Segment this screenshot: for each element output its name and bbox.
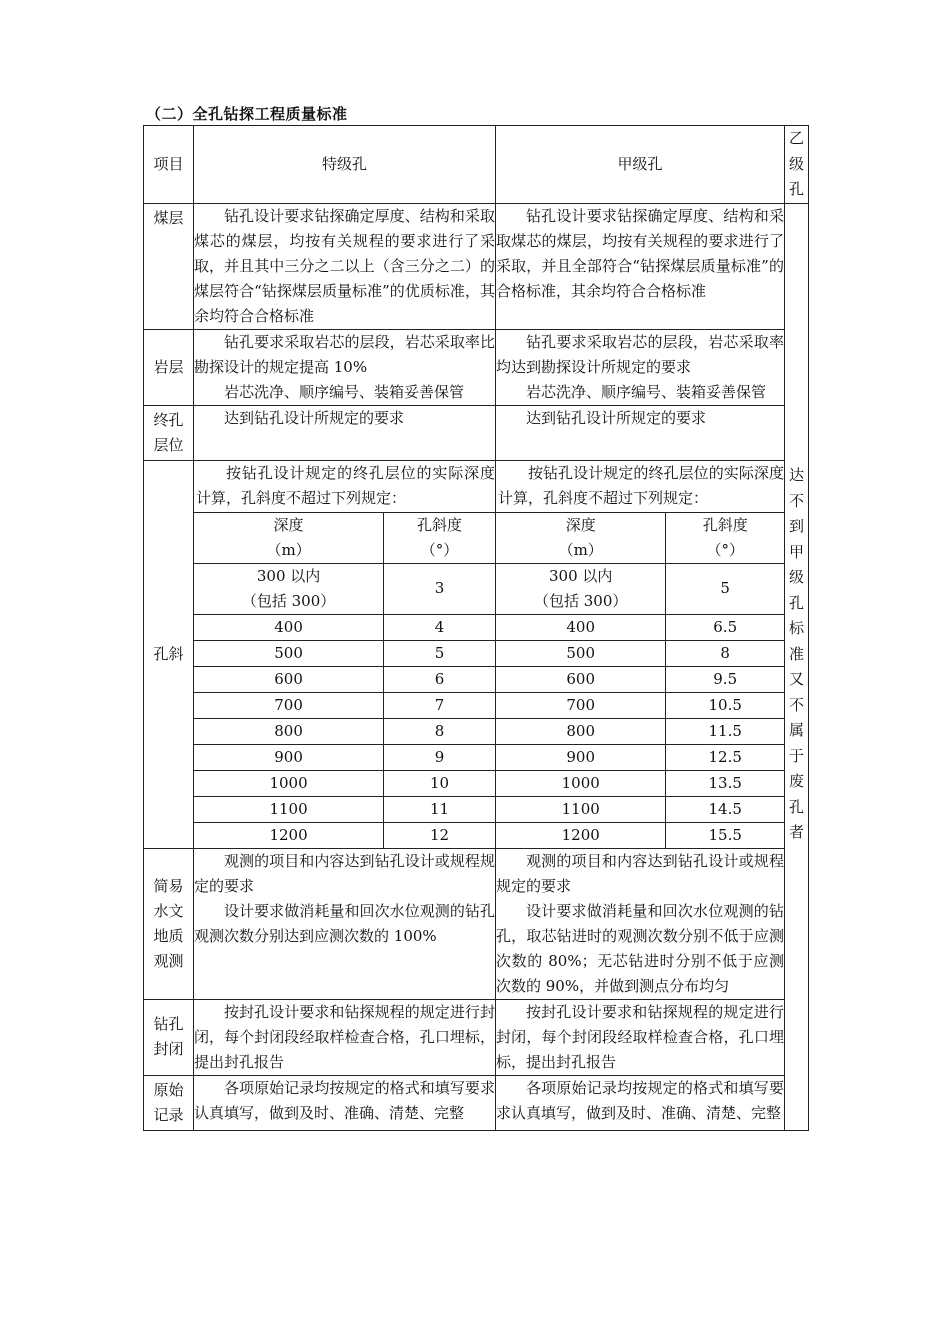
- angle-cell: 6.5: [666, 614, 784, 640]
- angle-cell: 5: [384, 640, 495, 666]
- rock-special-p1: 钻孔要求采取岩芯的层段，岩芯采取率比勘探设计的规定提高 10%: [194, 332, 495, 376]
- end-special: [194, 405, 496, 460]
- rock-grade-a: [496, 329, 785, 405]
- table-row: [496, 614, 784, 640]
- col-angle-header-line: （°）: [420, 540, 459, 559]
- record-special-text: 各项原始记录均按规定的格式和填写要求认真填写，做到及时、准确、清楚、完整: [194, 1078, 495, 1122]
- label-rock: 岩层: [144, 329, 194, 405]
- depth-cell: 600: [194, 666, 384, 692]
- coal-special-text: 钻孔设计要求钻探确定厚度、结构和采取煤芯的煤层，均按有关规程的要求进行了采取，并且其中三分之二以上（含三分之二）的煤层符合“钻探煤层质量标准”的优质标准，其余均符合合格标准: [194, 206, 495, 325]
- depth-cell-line: 300 以内: [256, 566, 321, 585]
- angle-cell: 6: [384, 666, 495, 692]
- table-row: [194, 796, 495, 822]
- angle-cell: 11.5: [666, 718, 784, 744]
- table-row: [194, 640, 495, 666]
- seal-special: [194, 999, 496, 1075]
- label-hydro-line: 水文: [153, 901, 184, 920]
- end-special-text: 达到钻孔设计所规定的要求: [224, 408, 405, 427]
- label-seal-line: 钻孔: [153, 1015, 184, 1033]
- table-row: [496, 744, 784, 770]
- depth-cell: 900: [194, 744, 384, 770]
- depth-cell: 400: [194, 614, 384, 640]
- hydro-grade-a: [496, 848, 785, 999]
- record-grade-a-text: 各项原始记录均按规定的格式和填写要求认真填写，做到及时、准确、清楚、完整: [496, 1078, 784, 1122]
- label-record: [144, 1075, 194, 1130]
- angle-cell: 12.5: [666, 744, 784, 770]
- depth-cell: 1100: [496, 796, 666, 822]
- col-angle-header-line: （°）: [706, 540, 744, 559]
- side-note-char: 者: [788, 823, 804, 841]
- depth-cell: 1000: [194, 770, 384, 796]
- rock-special: [194, 329, 496, 405]
- depth-cell-line: （包括 300）: [534, 591, 628, 610]
- table-row: [194, 744, 495, 770]
- incline-special-table: [194, 512, 495, 848]
- label-record-line: 原始: [153, 1080, 184, 1099]
- table-row: [194, 692, 495, 718]
- incline-special-intro: 按钻孔设计规定的终孔层位的实际深度计算，孔斜度不超过下列规定：: [196, 463, 495, 507]
- quality-standard-table: [143, 125, 809, 1131]
- col-depth-header-line: （m）: [266, 540, 311, 559]
- angle-cell: 8: [666, 640, 784, 666]
- col-depth-header: [194, 512, 384, 563]
- header-row: [144, 126, 809, 204]
- header-item: 项目: [144, 126, 194, 204]
- depth-cell: [496, 563, 666, 614]
- hydro-special-p1: 观测的项目和内容达到钻孔设计或规程规定的要求: [194, 851, 495, 895]
- col-depth-header: [496, 512, 666, 563]
- angle-cell: 9: [384, 744, 495, 770]
- incline-special: [194, 460, 496, 848]
- grade-b-blank: [785, 405, 809, 460]
- table-row: [194, 822, 495, 848]
- end-grade-a: [496, 405, 785, 460]
- label-inclination: 孔斜: [144, 460, 194, 848]
- hydro-grade-a-p2: 设计要求做消耗量和回次水位观测的钻孔，取芯钻进时的观测次数分别不低于应测次数的 80%；无芯钻进时分别不低于应测次数的 90%，并做到测点分布均匀: [496, 901, 784, 995]
- table-row: [194, 770, 495, 796]
- angle-cell: 10.5: [666, 692, 784, 718]
- label-end-layer-line: 层位: [153, 435, 184, 454]
- angle-cell: 13.5: [666, 770, 784, 796]
- rock-grade-a-p1: 钻孔要求采取岩芯的层段，岩芯采取率均达到勘探设计所规定的要求: [496, 332, 784, 376]
- depth-cell: [194, 563, 384, 614]
- side-note-char: 孔: [788, 797, 804, 816]
- row-seal: [144, 999, 809, 1075]
- col-angle-header: [666, 512, 784, 563]
- page-title: （二）全孔钻探工程质量标准: [146, 105, 348, 123]
- row-rock: [144, 329, 809, 405]
- depth-cell: 1100: [194, 796, 384, 822]
- table-row: [496, 822, 784, 848]
- side-note-char: 标: [788, 619, 804, 637]
- depth-cell: 1200: [496, 822, 666, 848]
- depth-cell: 800: [194, 718, 384, 744]
- side-note-char: 到: [788, 517, 804, 535]
- table-row: [496, 718, 784, 744]
- label-record-line: 记录: [153, 1105, 184, 1124]
- col-angle-header: [384, 512, 495, 563]
- side-note-char: 级: [788, 568, 804, 586]
- side-note-char: 不: [788, 695, 804, 714]
- table-row: [194, 666, 495, 692]
- col-angle-header-line: 孔斜度: [417, 515, 463, 534]
- angle-cell: 7: [384, 692, 495, 718]
- side-note-char: 孔: [788, 593, 804, 612]
- table-row: [194, 718, 495, 744]
- header-grade-b: [785, 126, 809, 204]
- grade-b-blank: [785, 1075, 809, 1130]
- table-row: [194, 614, 495, 640]
- side-note-char: 准: [788, 644, 804, 663]
- row-hydro: [144, 848, 809, 999]
- depth-cell: 700: [194, 692, 384, 718]
- depth-cell: 800: [496, 718, 666, 744]
- seal-grade-a: [496, 999, 785, 1075]
- seal-grade-a-text: 按封孔设计要求和钻探规程的规定进行封闭，每个封闭段经取样检查合格，孔口埋标，提出封孔报告: [496, 1002, 784, 1071]
- angle-cell: 8: [384, 718, 495, 744]
- depth-cell-line: （包括 300）: [241, 591, 336, 610]
- label-end-layer: [144, 405, 194, 460]
- hydro-grade-a-p1: 观测的项目和内容达到钻孔设计或规程规定的要求: [496, 851, 784, 895]
- label-seal: [144, 999, 194, 1075]
- header-grade-b-char: 孔: [788, 180, 804, 198]
- record-grade-a: [496, 1075, 785, 1130]
- side-note-char: 于: [788, 746, 804, 765]
- side-note-char: 达: [788, 466, 804, 484]
- label-hydro-line: 简易: [153, 876, 184, 895]
- depth-cell: 500: [496, 640, 666, 666]
- angle-cell: 10: [384, 770, 495, 796]
- rock-grade-a-p2: 岩芯洗净、顺序编号、装箱妥善保管: [526, 382, 767, 401]
- grade-b-blank: [785, 848, 809, 999]
- end-grade-a-text: 达到钻孔设计所规定的要求: [526, 408, 707, 427]
- depth-cell: 1000: [496, 770, 666, 796]
- angle-cell: 11: [384, 796, 495, 822]
- label-coal: 煤层: [144, 203, 194, 329]
- angle-cell: 3: [384, 563, 495, 614]
- depth-cell: 500: [194, 640, 384, 666]
- col-depth-header-line: 深度: [565, 515, 596, 534]
- table-row: [496, 770, 784, 796]
- rock-special-p2: 岩芯洗净、顺序编号、装箱妥善保管: [224, 382, 465, 401]
- col-angle-header-line: 孔斜度: [702, 515, 748, 534]
- col-depth-header-line: 深度: [273, 515, 304, 534]
- label-hydro-line: 地质: [153, 926, 184, 945]
- side-note-char: 不: [788, 491, 804, 510]
- grade-b-note: [785, 460, 809, 848]
- angle-cell: 12: [384, 822, 495, 848]
- side-note-char: 又: [788, 670, 804, 688]
- angle-cell: 14.5: [666, 796, 784, 822]
- coal-special: [194, 203, 496, 329]
- label-hydro: [144, 848, 194, 999]
- table-row: [496, 640, 784, 666]
- row-coal: [144, 203, 809, 329]
- header-grade-a: 甲级孔: [496, 126, 785, 204]
- depth-cell: 400: [496, 614, 666, 640]
- seal-special-text: 按封孔设计要求和钻探规程的规定进行封闭，每个封闭段经取样检查合格，孔口埋标，提出封孔报告: [194, 1002, 495, 1071]
- incline-grade-a: [496, 460, 785, 848]
- table-row: [496, 692, 784, 718]
- table-row: [496, 666, 784, 692]
- incline-grade-a-table: [496, 512, 784, 848]
- side-note-char: 废: [788, 772, 804, 790]
- hydro-special: [194, 848, 496, 999]
- label-seal-line: 封闭: [153, 1040, 184, 1058]
- angle-cell: 4: [384, 614, 495, 640]
- angle-cell: 9.5: [666, 666, 784, 692]
- header-grade-b-char: 乙: [788, 129, 804, 147]
- depth-cell: 1200: [194, 822, 384, 848]
- row-inclination: [144, 460, 809, 848]
- label-end-layer-line: 终孔: [153, 410, 184, 429]
- angle-cell: 5: [666, 563, 784, 614]
- label-hydro-line: 观测: [153, 951, 184, 970]
- incline-grade-a-intro: 按钻孔设计规定的终孔层位的实际深度计算，孔斜度不超过下列规定：: [498, 463, 784, 507]
- depth-cell: 700: [496, 692, 666, 718]
- coal-grade-a-text: 钻孔设计要求钻探确定厚度、结构和采取煤芯的煤层，均按有关规程的要求进行了采取，并且全部符合“钻探煤层质量标准”的合格标准，其余均符合合格标准: [496, 206, 784, 300]
- header-grade-b-char: 级: [788, 154, 804, 173]
- row-end-layer: [144, 405, 809, 460]
- grade-b-blank: [785, 999, 809, 1075]
- depth-cell: 900: [496, 744, 666, 770]
- depth-cell: 600: [496, 666, 666, 692]
- side-note-char: 甲: [788, 542, 804, 561]
- depth-cell-line: 300 以内: [549, 566, 613, 585]
- coal-grade-a: [496, 203, 785, 329]
- grade-b-blank: [785, 329, 809, 405]
- angle-cell: 15.5: [666, 822, 784, 848]
- side-note-char: 属: [788, 721, 804, 739]
- record-special: [194, 1075, 496, 1130]
- row-record: [144, 1075, 809, 1130]
- header-special-grade: 特级孔: [194, 126, 496, 204]
- col-depth-header-line: （m）: [558, 540, 603, 559]
- grade-b-blank: [785, 203, 809, 329]
- hydro-special-p2: 设计要求做消耗量和回次水位观测的钻孔观测次数分别达到应测次数的 100%: [194, 901, 495, 945]
- table-row: [496, 796, 784, 822]
